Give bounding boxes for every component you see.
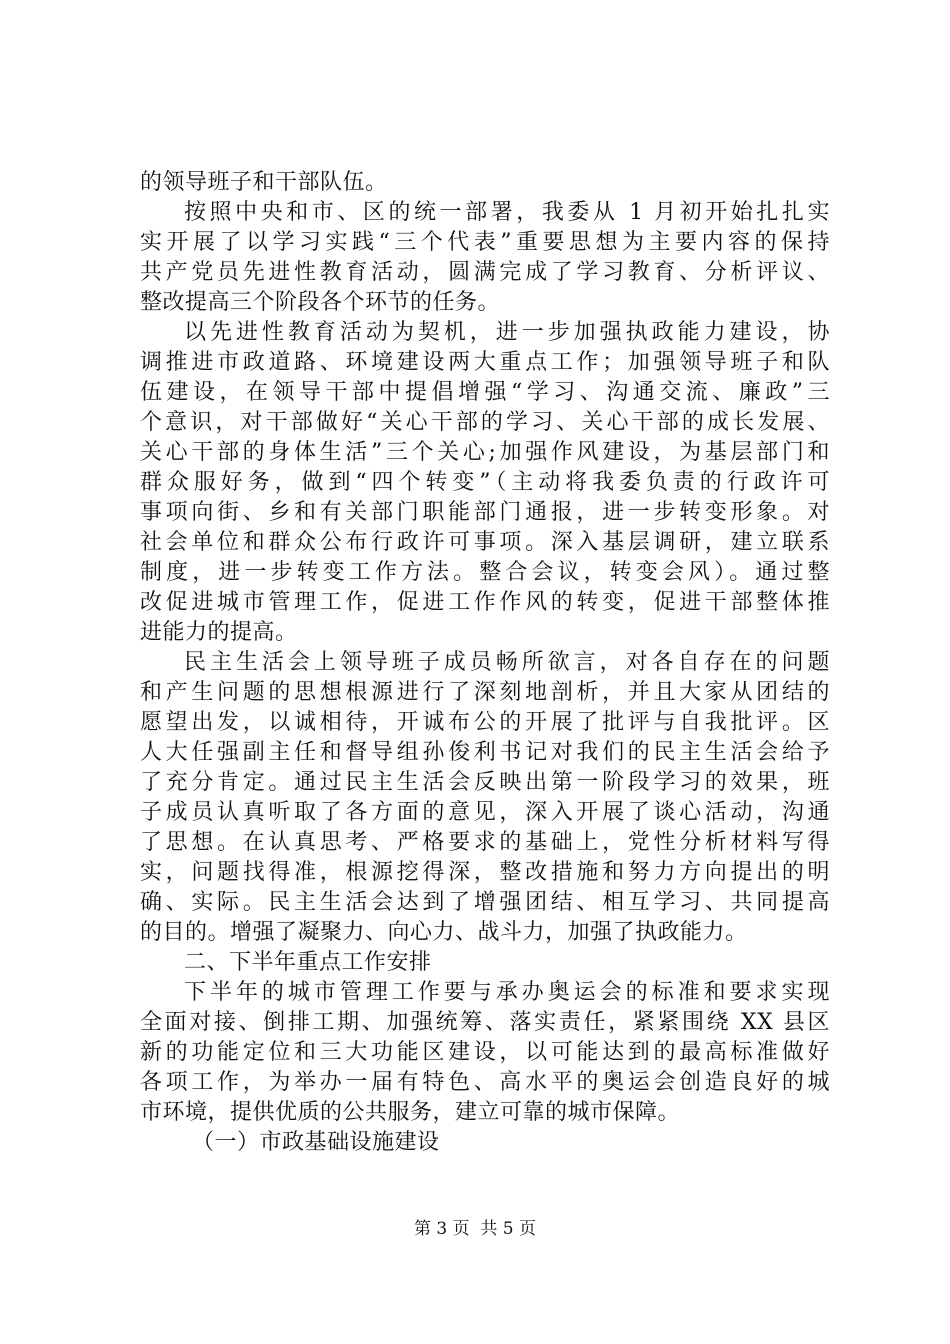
text-line: 事项向街、乡和有关部门职能部门通报，进一步转变形象。对 (140, 500, 830, 525)
paragraph-start: 以先进性教育活动为契机，进一步加强执政能力建设，协 (184, 320, 830, 345)
text-line: 愿望出发，以诚相待，开诚布公的开展了批评与自我批评。区 (140, 710, 830, 735)
text-line: 整改提高三个阶段各个环节的任务。 (140, 290, 501, 315)
text-line: 调推进市政道路、环境建设两大重点工作；加强领导班子和队 (140, 350, 830, 375)
text-line: 实，问题找得准，根源挖得深，整改措施和努力方向提出的明 (140, 860, 830, 885)
text-line: 新的功能定位和三大功能区建设，以可能达到的最高标准做好 (140, 1040, 830, 1065)
document-body (140, 168, 830, 1158)
paragraph-start: 下半年的城市管理工作要与承办奥运会的标准和要求实现 (184, 980, 830, 1005)
text-line: 群众服好务，做到“四个转变”（主动将我委负责的行政许可 (140, 470, 830, 495)
text-line: 确、实际。民主生活会达到了增强团结、相互学习、共同提高 (140, 890, 830, 915)
paragraph-start: 民主生活会上领导班子成员畅所欲言，对各自存在的问题 (184, 650, 830, 675)
section-heading: 二、下半年重点工作安排 (184, 950, 432, 975)
text-line: 制度，进一步转变工作方法。整合会议，转变会风）。通过整 (140, 560, 830, 585)
text-line: 和产生问题的思想根源进行了深刻地剖析，并且大家从团结的 (140, 680, 830, 705)
page-number: 第 3 页 共 5 页 (413, 1219, 537, 1239)
page-footer (0, 1218, 950, 1240)
text-line: 社会单位和群众公布行政许可事项。深入基层调研，建立联系 (140, 530, 830, 555)
text-line: 个意识，对干部做好“关心干部的学习、关心干部的成长发展、 (140, 410, 830, 435)
text-line: 的目的。增强了凝聚力、向心力、战斗力，加强了执政能力。 (140, 920, 748, 945)
text-line: 实开展了以学习实践“三个代表”重要思想为主要内容的保持 (140, 230, 830, 255)
text-line: 伍建设，在领导干部中提倡增强“学习、沟通交流、廉政”三 (140, 380, 830, 405)
text-line: 各项工作，为举办一届有特色、高水平的奥运会创造良好的城 (140, 1070, 830, 1095)
subsection-heading: （一）市政基础设施建设 (192, 1130, 440, 1155)
text-line: 子成员认真听取了各方面的意见，深入开展了谈心活动，沟通 (140, 800, 830, 825)
text-line: 的领导班子和干部队伍。 (140, 170, 388, 195)
text-line: 全面对接、倒排工期、加强统筹、落实责任，紧紧围绕 XX 县区 (140, 1010, 830, 1035)
text-line: 共产党员先进性教育活动，圆满完成了学习教育、分析评议、 (140, 260, 830, 285)
text-line: 市环境，提供优质的公共服务，建立可靠的城市保障。 (140, 1100, 681, 1125)
text-line: 人大任强副主任和督导组孙俊利书记对我们的民主生活会给予 (140, 740, 830, 765)
text-line: 进能力的提高。 (140, 620, 298, 645)
text-line: 了思想。在认真思考、严格要求的基础上，党性分析材料写得 (140, 830, 830, 855)
paragraph-start: 按照中央和市、区的统一部署，我委从 1 月初开始扎扎实 (184, 200, 830, 225)
text-line: 了充分肯定。通过民主生活会反映出第一阶段学习的效果，班 (140, 770, 830, 795)
text-line: 改促进城市管理工作，促进工作作风的转变，促进干部整体推 (140, 590, 830, 615)
text-line: 关心干部的身体生活”三个关心;加强作风建设，为基层部门和 (140, 440, 830, 465)
